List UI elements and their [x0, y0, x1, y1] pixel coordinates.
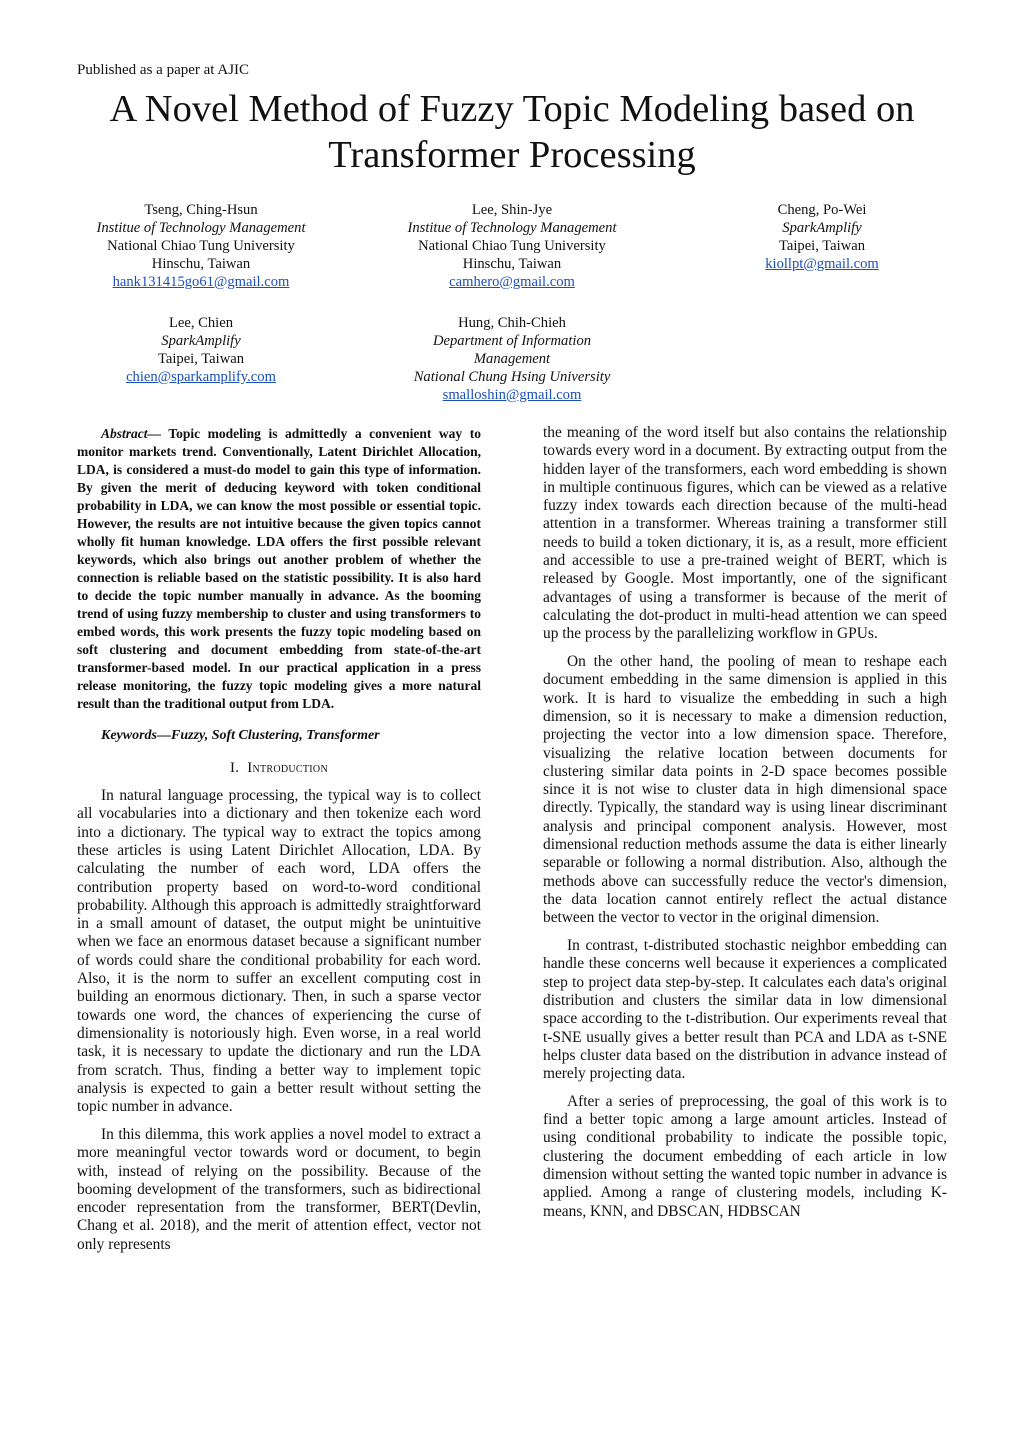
author-block-4 [71, 315, 331, 387]
author-department: Department of Information [432, 332, 592, 349]
abstract-text: Topic modeling is admittedly a convenient way to monitor markets trend. Conventionally, Latent Dirichlet Allocation, LDA, is considered a must-do model to gain this type of information. By given the merit of deducing keyword with token conditional probability in LDA, we can know the most possible or essential topic. However, the results are not intuitive because the given topics cannot wholly fit human knowledge. LDA offers the first possible relevant keywords, which also brings out another problem of whether the connection is reliable based on the statistic possibility. It is also hard to decide the topic number manually in advance. As the booming trend of using fuzzy membership to cluster and using transformers to embed words, this work presents the fuzzy topic modeling based on soft clustering and document embedding from state-of-the-art transformer-based model. In our practical application in a press release monitoring, the fuzzy topic modeling gives a more natural result than the traditional output from LDA. [77, 426, 481, 711]
author-company: SparkAmplify [782, 219, 862, 236]
author-city: Taipei, Taiwan [157, 350, 245, 367]
author-department: Institue of Technology Management [96, 219, 306, 236]
author-name: Hung, Chih-Chieh [458, 315, 566, 331]
keywords: Keywords—Fuzzy, Soft Clustering, Transformer [101, 728, 380, 743]
author-department: Institue of Technology Management [407, 219, 617, 236]
paper-title [40, 86, 984, 178]
body-paragraph: After a series of preprocessing, the goal of this work is to find a better topic among a large amount articles. Instead of using conditional probability to indicate the possible topic, clustering the document embedding of each article in low dimension without setting the wanted topic number in advance is applied. Among a range of clustering models, including K-means, KNN, and DBSCAN, HDBSCAN [543, 1092, 947, 1220]
body-paragraph: the meaning of the word itself but also contains the relationship towards every word in a document. By extracting output from the hidden layer of the transformers, each word embedding is shown in multiple continuous figures, which can be viewed as a relative fuzzy index towards each direction because of the multi-head attention in a transformer. Whereas training a transformer still needs to build a token dictionary, it is, as a result, more efficient and accessible to use a pre-trained weight of BERT, which is released by Google. Most importantly, one of the significant advantages of using a transformer is because of the merit of calculating the dot-product in multi-head attention we can speed up the process by the parallelizing workflow in GPUs. [543, 424, 947, 643]
section-number: I. [230, 760, 240, 777]
author-city: Hinschu, Taiwan [462, 255, 562, 272]
right-column [543, 424, 947, 1221]
author-name: Lee, Shin-Jye [471, 202, 553, 218]
author-email-link[interactable]: kiollpt@gmail.com [765, 255, 879, 272]
author-university: National Chiao Tung University [418, 237, 606, 254]
author-name: Cheng, Po-Wei [777, 202, 867, 218]
title-line-2: Transformer Processing [328, 134, 696, 176]
author-block-5 [382, 315, 642, 405]
left-column [77, 425, 481, 1254]
body-paragraph: In natural language processing, the typical way is to collect all vocabularies into a dictionary and then tokenize each word into a dictionary. The typical way to extract the topics among these articles is using Latent Dirichlet Allocation, LDA. By calculating the number of each word, LDA offers the contribution property based on word-to-word conditional probability. Although this approach is admittedly straightforward in a small amount of dataset, the output might be unintuitive when we face an enormous dataset because a significant number of words could share the conditional probability for each word. Also, it is the norm to suffer an excellent computing cost in building an enormous dictionary. Then, in such a sparse vector towards one word, the chances of experiencing the curse of dimensionality is notoriously high. Even worse, in a real world task, it is necessary to update the dictionary and run the LDA from scratch. Thus, finding a better way to implement topic analysis is expected to gain a better result without setting the topic number in advance. [77, 787, 481, 1116]
running-header: Published as a paper at AJIC [77, 62, 250, 78]
author-company: SparkAmplify [161, 332, 241, 349]
author-name: Tseng, Ching-Hsun [144, 202, 258, 218]
author-city: Taipei, Taiwan [778, 237, 866, 254]
author-name: Lee, Chien [168, 315, 234, 331]
body-paragraph: In contrast, t-distributed stochastic neighbor embedding can handle these concerns well because it experiences a complicated step to project data step-by-step. It calculates each data's original distribution and clusters the similar data in low dimensional space according to the t-distribution. Our experiments reveal that t-SNE usually gives a better result than PCA and LDA as t-SNE helps cluster data based on the distribution in advance instead of merely projecting data. [543, 937, 947, 1083]
author-email-link[interactable]: smalloshin@gmail.com [442, 386, 582, 403]
author-block-1 [71, 202, 331, 292]
author-block-3 [692, 202, 952, 274]
title-line-1: A Novel Method of Fuzzy Topic Modeling based on [109, 88, 915, 130]
abstract [77, 425, 481, 713]
author-university: National Chiao Tung University [107, 237, 295, 254]
author-block-2 [382, 202, 642, 292]
body-paragraph: On the other hand, the pooling of mean to reshape each document embedding in the same dimension is applied in this work. It is hard to visualize the embedding in such a high dimension, so it is necessary to make a dimension reduction, projecting the vector into a low dimension space. Therefore, visualizing the relative location between documents for clustering similar data points in 2-D space becomes possible since it is not wise to cluster data in high dimensional space directly. Typically, the standard way is using linear discriminant analysis and principal component analysis. However, most dimensional reduction methods assume the data is either linearly separable or following a normal distribution. Also, although the methods above can successfully reduce the vector's dimension, the data location cannot entirely reflect the actual distance between the vector to vector in the original dimension. [543, 653, 947, 927]
author-university: National Chung Hsing University [413, 368, 611, 385]
abstract-label: Abstract— [101, 426, 162, 441]
author-department-cont: Management [473, 350, 551, 367]
body-paragraph: In this dilemma, this work applies a novel model to extract a more meaningful vector towards word or document, to begin with, instead of relying on the possibility. Because of the booming development of the transformers, such as bidirectional encoder representation from the transformer, BERT(Devlin, Chang et al. 2018), and the merit of attention effect, vector not only represents [77, 1125, 481, 1253]
author-city: Hinschu, Taiwan [151, 255, 251, 272]
author-email-link[interactable]: camhero@gmail.com [449, 273, 575, 290]
author-email-link[interactable]: hank131415go61@gmail.com [112, 273, 290, 290]
section-heading [77, 759, 481, 777]
section-title: Introduction [247, 760, 328, 777]
author-email-link[interactable]: chien@sparkamplify.com [126, 368, 276, 385]
